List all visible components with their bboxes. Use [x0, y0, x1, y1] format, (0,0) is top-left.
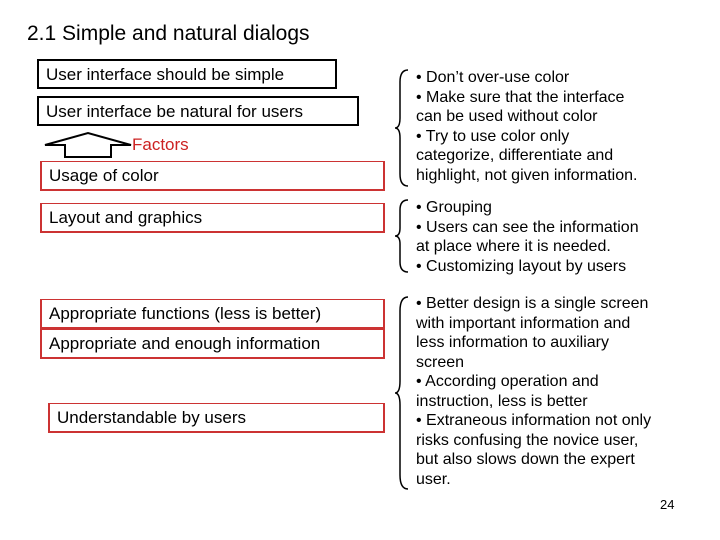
- page-number: 24: [660, 497, 675, 512]
- notes-layout: • Grouping • Users can see the information at place where it is needed. • Customizing layout by users: [416, 199, 639, 275]
- notes-functions: • Better design is a single screen with important information and less information to auxiliary screen • According operation and instruction, less is better • Extraneous information not only risks confusing the novice user, but also slows down the expert user.: [416, 295, 652, 488]
- box-simple: User interface should be simple: [37, 59, 337, 89]
- box-understandable: Understandable by users: [48, 403, 385, 433]
- factors-label: Factors: [132, 135, 189, 154]
- slide-title: 2.1 Simple and natural dialogs: [27, 22, 310, 45]
- brace-color: [394, 68, 410, 188]
- box-appropriate-information: Appropriate and enough information: [40, 329, 385, 359]
- box-natural: User interface be natural for users: [37, 96, 359, 126]
- box-appropriate-functions: Appropriate functions (less is better): [40, 299, 385, 329]
- arrow-up-icon: [43, 130, 133, 160]
- box-layout-graphics: Layout and graphics: [40, 203, 385, 233]
- notes-color: • Don’t over-use color • Make sure that the interface can be used without color • Try to use color only categorize, differentiate and highlight, not given information.: [416, 69, 638, 184]
- brace-functions: [394, 295, 410, 491]
- box-usage-of-color: Usage of color: [40, 161, 385, 191]
- brace-layout: [394, 198, 410, 274]
